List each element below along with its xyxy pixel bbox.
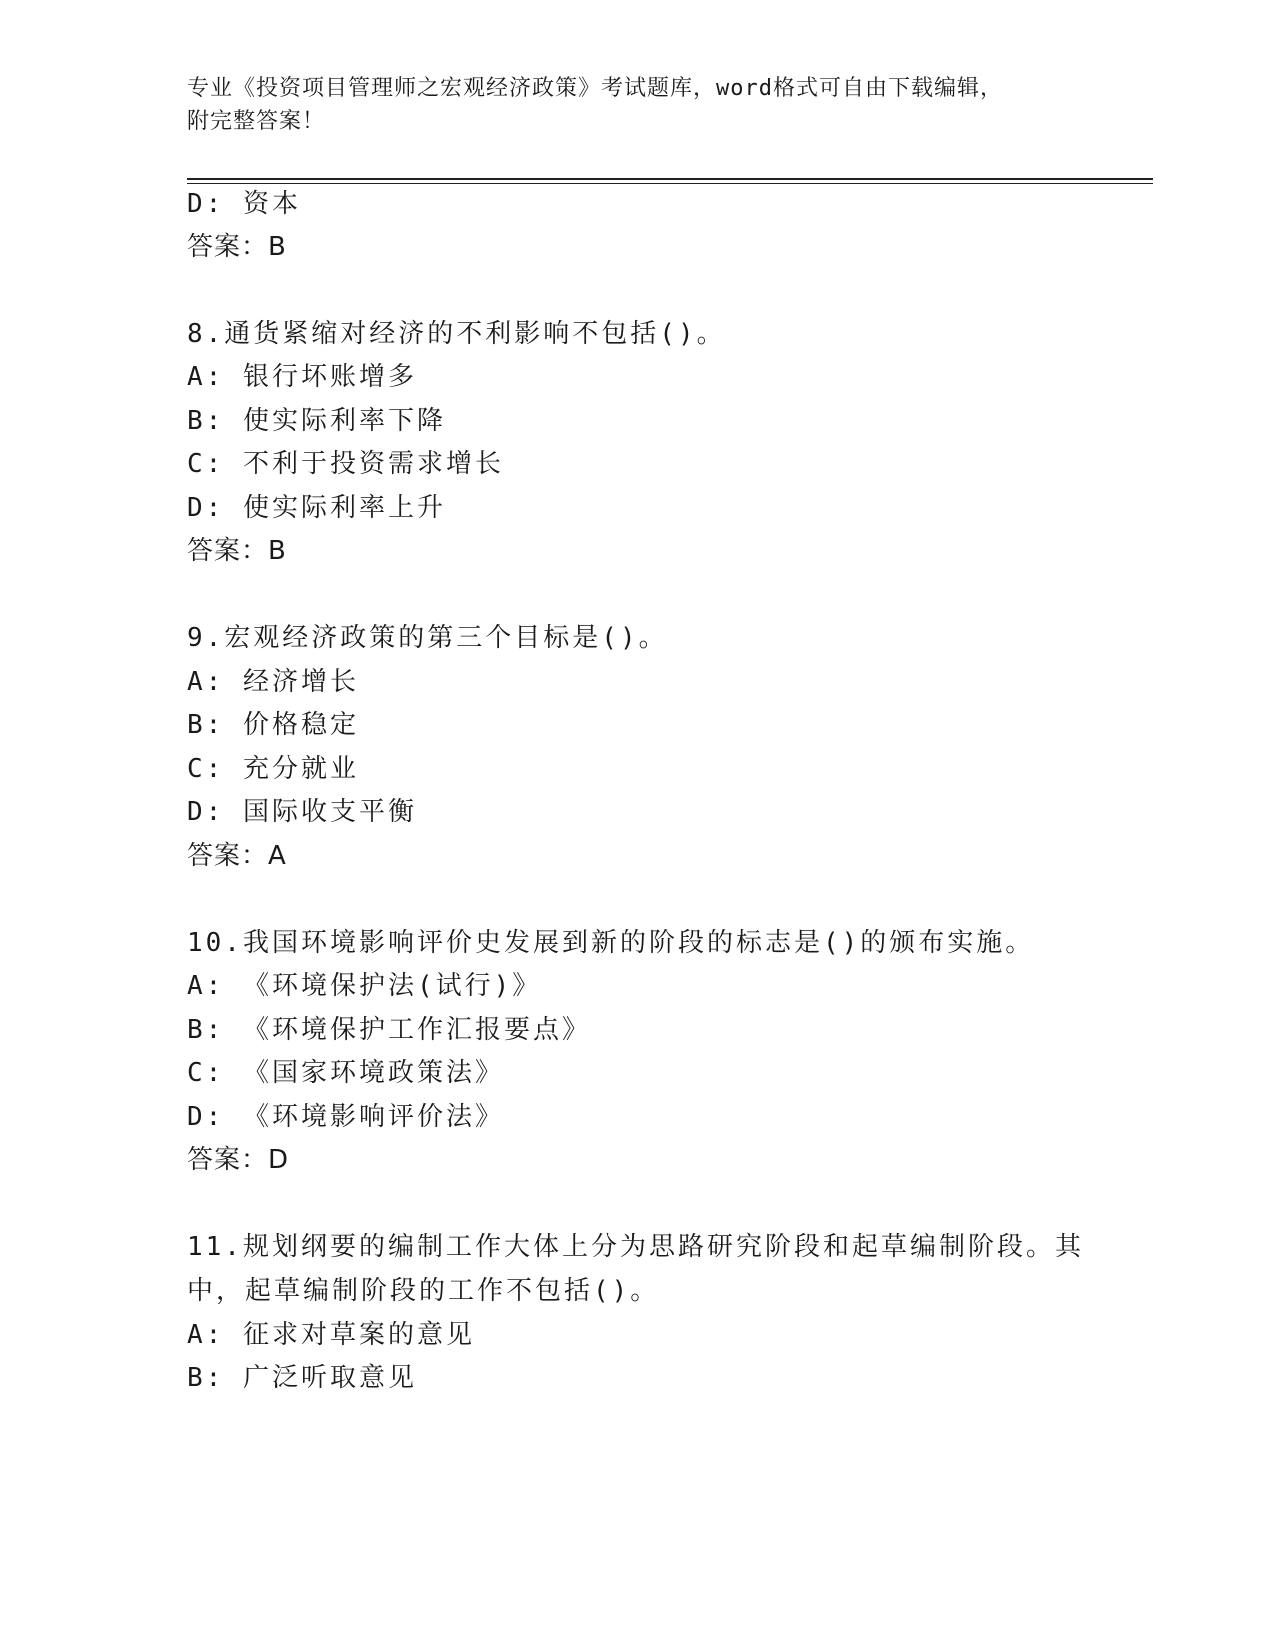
prev-answer: 答案：B [187, 232, 287, 262]
q11-option-b: B: 广泛听取意见 [187, 1363, 417, 1393]
q10-stem: 10.我国环境影响评价史发展到新的阶段的标志是()的颁布实施。 [187, 928, 1035, 958]
q9-stem: 9.宏观经济政策的第三个目标是()。 [187, 623, 668, 653]
q8-option-a: A: 银行坏账增多 [187, 362, 417, 392]
q11-stem-line-1: 11.规划纲要的编制工作大体上分为思路研究阶段和起草编制阶段。其 [187, 1232, 1084, 1262]
q8-answer: 答案：B [187, 536, 287, 566]
prev-option-d: D: 资本 [187, 189, 301, 219]
q9-option-d: D: 国际收支平衡 [187, 797, 417, 827]
header-divider-thin [187, 183, 1153, 184]
document-header [187, 72, 1087, 138]
q9-option-a: A: 经济增长 [187, 667, 359, 697]
q10-answer: 答案：D [187, 1145, 290, 1175]
q8-option-c: C: 不利于投资需求增长 [187, 449, 504, 479]
q10-option-a: A: 《环境保护法(试行)》 [187, 971, 542, 1001]
header-divider-thick [187, 178, 1153, 180]
q8-option-d: D: 使实际利率上升 [187, 493, 446, 523]
q10-option-d: D: 《环境影响评价法》 [187, 1102, 504, 1132]
header-line-1: 专业《投资项目管理师之宏观经济政策》考试题库，word格式可自由下载编辑， [187, 76, 1003, 101]
q9-answer: 答案：A [187, 841, 287, 871]
q10-option-b: B: 《环境保护工作汇报要点》 [187, 1015, 591, 1045]
q10-option-c: C: 《国家环境政策法》 [187, 1058, 504, 1088]
q9-option-c: C: 充分就业 [187, 754, 359, 784]
q11-stem-line-2: 中，起草编制阶段的工作不包括()。 [187, 1276, 660, 1306]
q11-option-a: A: 征求对草案的意见 [187, 1320, 475, 1350]
q8-stem: 8.通货紧缩对经济的不利影响不包括()。 [187, 319, 726, 349]
header-line-2: 附完整答案！ [187, 109, 326, 134]
q8-option-b: B: 使实际利率下降 [187, 406, 446, 436]
q9-option-b: B: 价格稳定 [187, 710, 359, 740]
